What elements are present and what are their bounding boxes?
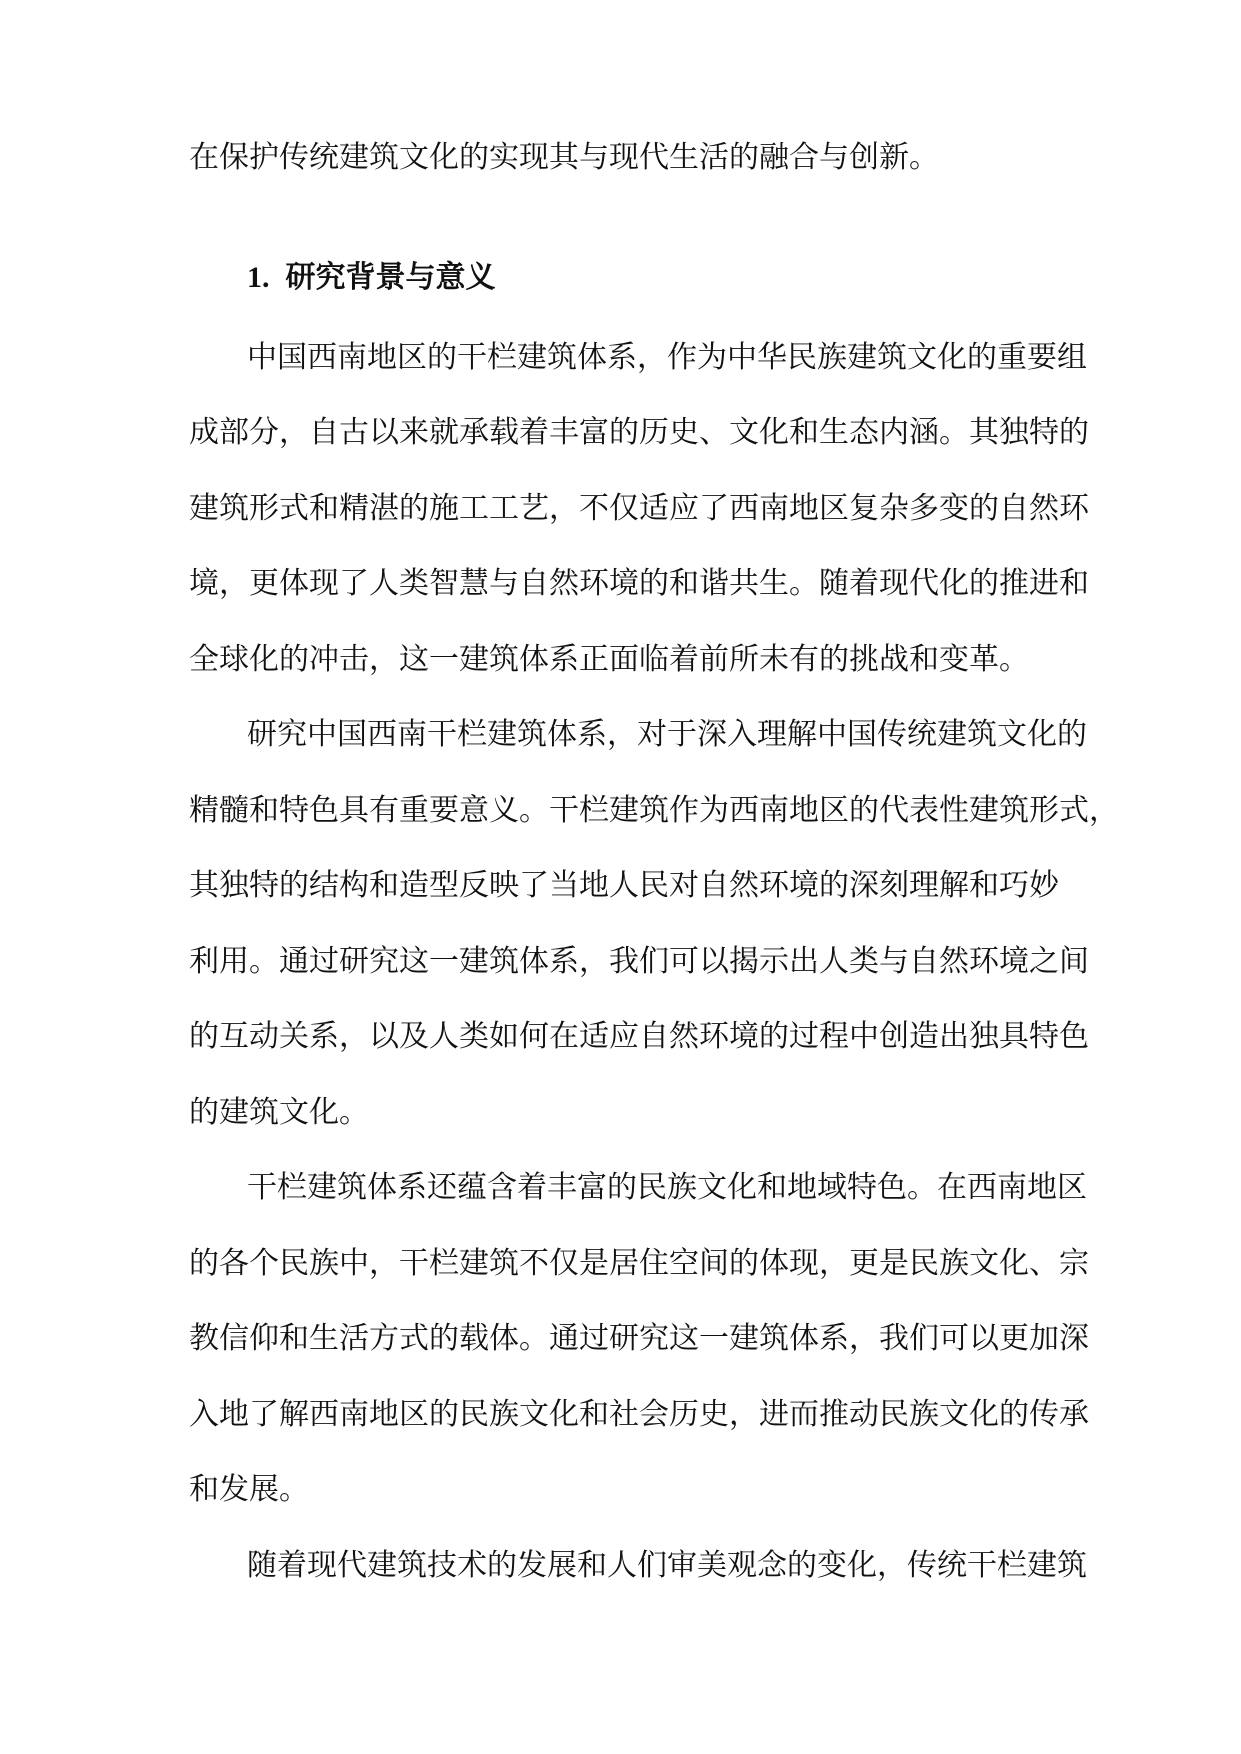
paragraph-line: 的建筑文化。 [189, 1095, 369, 1130]
paragraph-line: 和发展。 [189, 1472, 309, 1507]
section-heading [247, 258, 496, 298]
paragraph-line: 中国西南地区的干栏建筑体系，作为中华民族建筑文化的重要组 [247, 340, 1087, 375]
paragraph-line: 入地了解西南地区的民族文化和社会历史，进而推动民族文化的传承 [189, 1397, 1089, 1432]
paragraph-line: 境，更体现了人类智慧与自然环境的和谐共生。随着现代化的推进和 [189, 566, 1089, 601]
paragraph-line: 教信仰和生活方式的载体。通过研究这一建筑体系，我们可以更加深 [189, 1321, 1089, 1356]
paragraph-line: 随着现代建筑技术的发展和人们审美观念的变化，传统干栏建筑 [247, 1548, 1087, 1583]
section-number: 1. [247, 261, 270, 294]
section-title: 研究背景与意义 [285, 260, 496, 295]
paragraph-line: 精髓和特色具有重要意义。干栏建筑作为西南地区的代表性建筑形式， [189, 793, 1119, 828]
carryover-line: 在保护传统建筑文化的实现其与现代生活的融合与创新。 [189, 140, 939, 175]
paragraph-line: 建筑形式和精湛的施工工艺，不仅适应了西南地区复杂多变的自然环 [189, 491, 1089, 526]
paragraph-line: 研究中国西南干栏建筑体系，对于深入理解中国传统建筑文化的 [247, 717, 1087, 752]
paragraph-line: 成部分，自古以来就承载着丰富的历史、文化和生态内涵。其独特的 [189, 415, 1089, 450]
paragraph-line: 的互动关系，以及人类如何在适应自然环境的过程中创造出独具特色 [189, 1019, 1089, 1054]
paragraph-line: 利用。通过研究这一建筑体系，我们可以揭示出人类与自然环境之间 [189, 944, 1089, 979]
paragraph-line: 的各个民族中，干栏建筑不仅是居住空间的体现，更是民族文化、宗 [189, 1246, 1089, 1281]
paragraph-line: 其独特的结构和造型反映了当地人民对自然环境的深刻理解和巧妙 [189, 868, 1059, 903]
paragraph-line: 干栏建筑体系还蕴含着丰富的民族文化和地域特色。在西南地区 [247, 1170, 1087, 1205]
paragraph-line: 全球化的冲击，这一建筑体系正面临着前所未有的挑战和变革。 [189, 642, 1029, 677]
